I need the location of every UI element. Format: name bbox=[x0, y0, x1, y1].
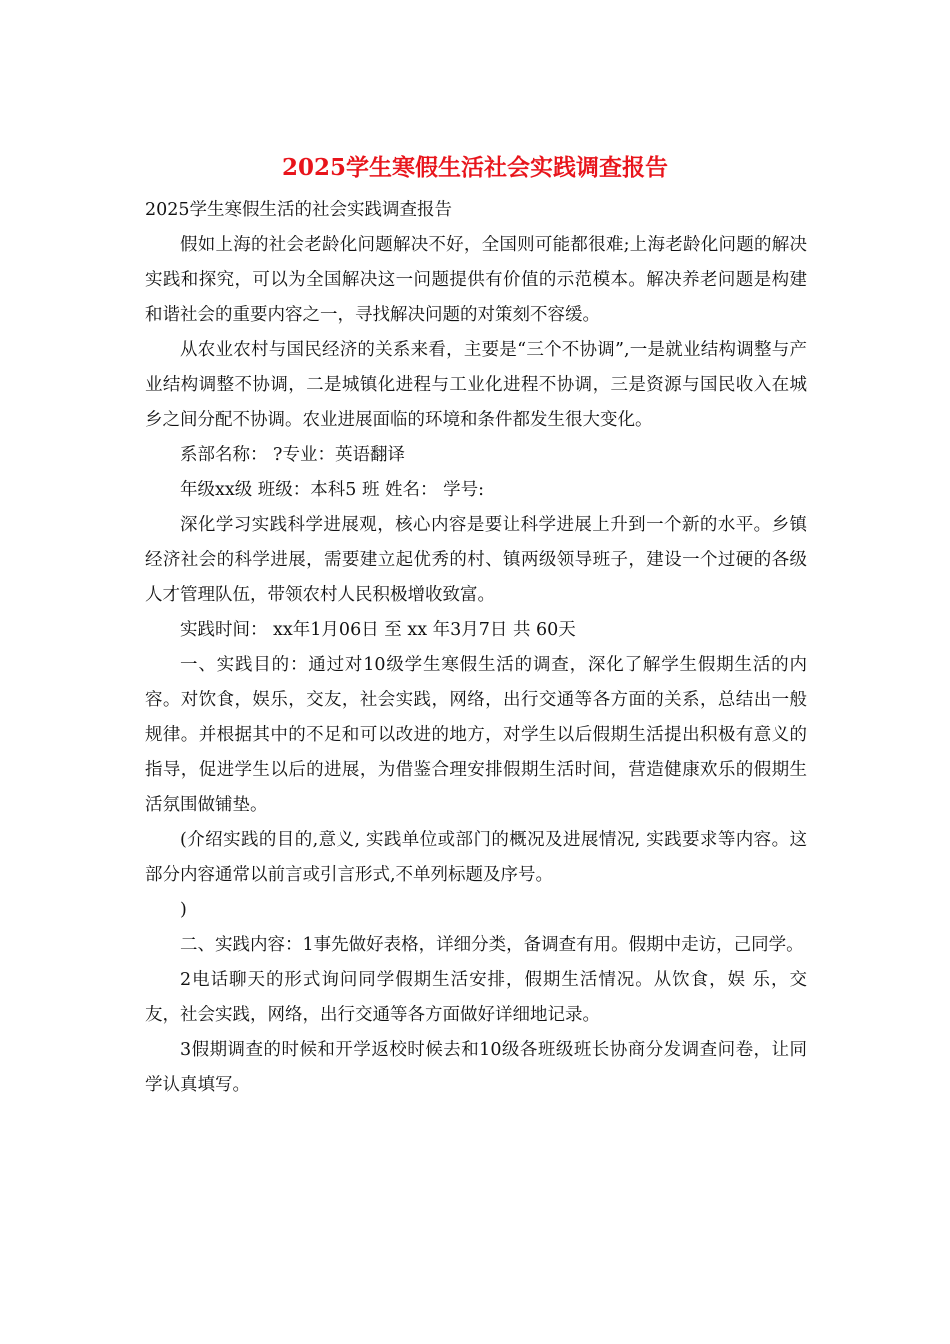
paragraph-practice-purpose: 一、实践目的：通过对10级学生寒假生活的调查，深化了解学生假期生活的内容。对饮食，娱乐，交友，社会实践，网络，出行交通等各方面的关系，总结出一般规律。并根据其中的不足和可以改进的地方，对学生以后假期生活提出积极有意义的指导，促进学生以后的进展，为借鉴合理安排假期生活时间，营造健康欢乐的假期生活氛围做铺垫。 bbox=[145, 655, 807, 815]
paragraph-aging-problem: 假如上海的社会老龄化问题解决不好，全国则可能都很难;上海老龄化问题的解决实践和探究，可以为全国解决这一问题提供有价值的示范模本。解决养老问题是构建和谐社会的重要内容之一，寻找解决问题的对策刻不容缓。 bbox=[145, 235, 807, 325]
paragraph-grade-class: 年级xx级 班级：本科5 班 姓名： 学号: bbox=[180, 480, 485, 500]
paragraph-phone-survey: 2电话聊天的形式询问同学假期生活安排，假期生活情况。从饮食，娱 乐，交友，社会实践，网络，出行交通等各方面做好详细地记录。 bbox=[145, 970, 807, 1025]
paragraph-department: 系部名称： ?专业：英语翻译 bbox=[180, 445, 405, 465]
paragraph-questionnaire: 3假期调查的时候和开学返校时候去和10级各班级班长协商分发调查问卷，让同学认真填写。 bbox=[145, 1040, 807, 1095]
document-body bbox=[145, 193, 807, 1103]
paragraph-practice-time: 实践时间： xx年1月06日 至 xx 年3月7日 共 60天 bbox=[180, 620, 576, 640]
paragraph-scientific-development: 深化学习实践科学进展观，核心内容是要让科学进展上升到一个新的水平。乡镇经济社会的科学进展，需要建立起优秀的村、镇两级领导班子，建设一个过硬的各级人才管理队伍，带领农村人民积极增收致富。 bbox=[145, 515, 807, 605]
paragraph-practice-content: 二、实践内容：1事先做好表格，详细分类，备调查有用。假期中走访，己同学。 bbox=[180, 935, 804, 955]
paragraph-introduction-note: (介绍实践的目的,意义, 实践单位或部门的概况及进展情况, 实践要求等内容。这部分内容通常以前言或引言形式,不单列标题及序号。 bbox=[145, 830, 807, 885]
document-subtitle: 2025学生寒假生活的社会实践调查报告 bbox=[145, 200, 453, 220]
paragraph-agriculture: 从农业农村与国民经济的关系来看，主要是“三个不协调”,一是就业结构调整与产业结构调整不协调，二是城镇化进程与工业化进程不协调，三是资源与国民收入在城乡之间分配不协调。农业进展面临的环境和条件都发生很大变化。 bbox=[145, 340, 807, 430]
document-title: 2025学生寒假生活社会实践调查报告 bbox=[281, 154, 668, 181]
paragraph-closing-paren: ) bbox=[180, 900, 187, 920]
